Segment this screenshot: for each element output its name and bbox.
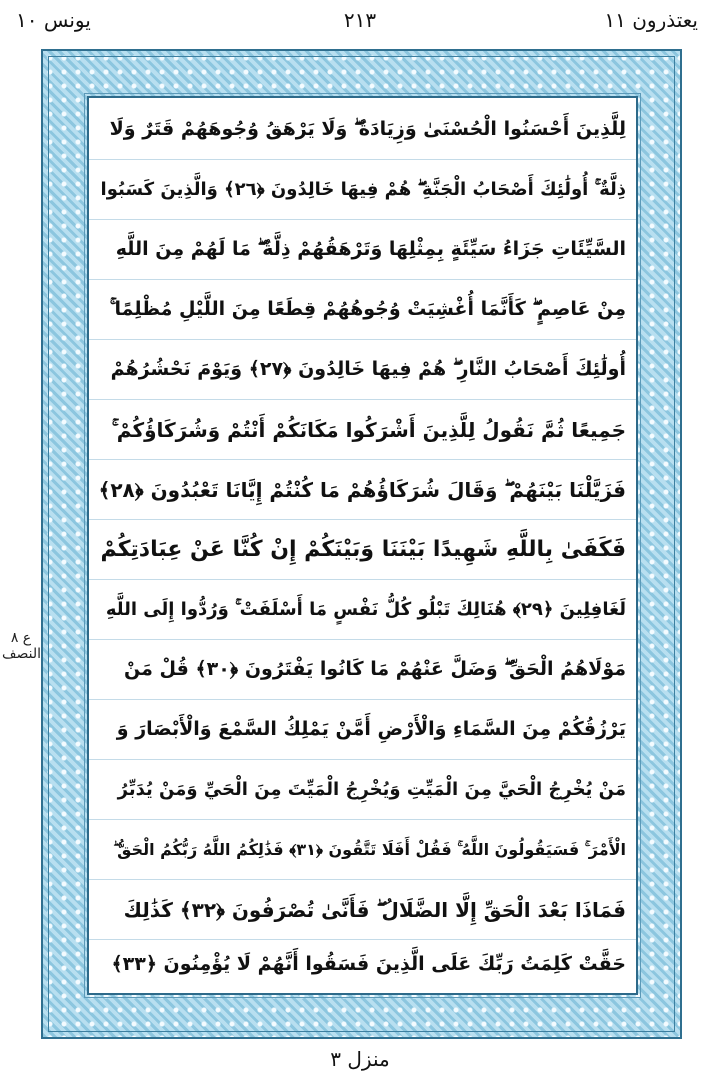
ruku-marker-line2: النصف — [2, 646, 42, 662]
verse-line-15: حَقَّتْ كَلِمَتُ رَبِّكَ عَلَى الَّذِينَ فَسَقُوا أَنَّهُمْ لَا يُؤْمِنُونَ ﴿٣٣﴾ — [111, 952, 626, 975]
verse-line-7: فَزَيَّلْنَا بَيْنَهُمْ ۖ وَقَالَ شُرَكَاؤُهُمْ مَا كُنْتُمْ إِيَّانَا تَعْبُدُونَ ﴿٢٨﴾ — [89, 460, 636, 520]
verse-line-9: لَغَافِلِينَ ﴿٢٩﴾ هُنَالِكَ تَبْلُو كُلُّ نَفْسٍ مَا أَسْلَفَتْ ۚ وَرُدُّوا إِلَى اللَّهِ — [89, 580, 636, 640]
verse-line-8: فَكَفَىٰ بِاللَّهِ شَهِيدًا بَيْنَنَا وَبَيْنَكُمْ إِنْ كُنَّا عَنْ عِبَادَتِكُمْ — [89, 520, 636, 580]
page-number: ٢١٣ — [343, 8, 377, 32]
verse-line-12: مَنْ يُخْرِجُ الْحَيَّ مِنَ الْمَيِّتِ وَيُخْرِجُ الْمَيِّتَ مِنَ الْحَيِّ وَمَنْ يُدَبِّرُ — [89, 760, 636, 820]
verse-line-5: أُولَٰئِكَ أَصْحَابُ النَّارِ ۖ هُمْ فِيهَا خَالِدُونَ ﴿٢٧﴾ وَيَوْمَ نَحْشُرُهُمْ — [89, 340, 636, 400]
verse-line-10: مَوْلَاهُمُ الْحَقِّ ۖ وَضَلَّ عَنْهُمْ مَا كَانُوا يَفْتَرُونَ ﴿٣٠﴾ قُلْ مَنْ — [89, 640, 636, 700]
text-panel — [87, 96, 638, 995]
verse-line-13: الْأَمْرَ ۚ فَسَيَقُولُونَ اللَّهُ ۚ فَقُلْ أَفَلَا تَتَّقُونَ ﴿٣١﴾ فَذَٰلِكُمُ اللَّهُ رَبُّكُمُ الْحَقُّ ۖ — [89, 820, 636, 880]
verse-line-14: فَمَاذَا بَعْدَ الْحَقِّ إِلَّا الضَّلَالُ ۖ فَأَنَّىٰ تُصْرَفُونَ ﴿٣٢﴾ كَذَٰلِكَ — [89, 880, 636, 940]
surah-name: يونس ١٠ — [16, 8, 91, 32]
verse-line-4: مِنْ عَاصِمٍ ۖ كَأَنَّمَا أُغْشِيَتْ وُجُوهُهُمْ قِطَعًا مِنَ اللَّيْلِ مُظْلِمًا ۚ — [89, 280, 636, 340]
verse-line-11: يَرْزُقُكُمْ مِنَ السَّمَاءِ وَالْأَرْضِ أَمَّنْ يَمْلِكُ السَّمْعَ وَالْأَبْصَارَ وَ — [89, 700, 636, 760]
verse-line-3: السَّيِّئَاتِ جَزَاءُ سَيِّئَةٍ بِمِثْلِهَا وَتَرْهَقُهُمْ ذِلَّةٌ ۖ مَا لَهُمْ مِنَ اللَّهِ — [89, 220, 636, 280]
verse-line-6: جَمِيعًا ثُمَّ نَقُولُ لِلَّذِينَ أَشْرَكُوا مَكَانَكُمْ أَنْتُمْ وَشُرَكَاؤُكُمْ ۚ — [89, 400, 636, 460]
verse-line-1: لِلَّذِينَ أَحْسَنُوا الْحُسْنَىٰ وَزِيَادَةٌ ۖ وَلَا يَرْهَقُ وُجُوهَهُمْ قَتَرٌ وَلَا — [89, 100, 636, 160]
ruku-marker-line1: ع ٨ — [10, 630, 32, 646]
manzil-marker: منزل ٣ — [330, 1047, 390, 1071]
ruku-marker — [2, 630, 40, 662]
decorative-border — [41, 49, 682, 1039]
verse-line-2: ذِلَّةٌ ۚ أُولَٰئِكَ أَصْحَابُ الْجَنَّةِ ۖ هُمْ فِيهَا خَالِدُونَ ﴿٢٦﴾ وَالَّذِينَ كَسَبُوا — [89, 160, 636, 220]
juz-name: يعتذرون ١١ — [604, 8, 698, 32]
